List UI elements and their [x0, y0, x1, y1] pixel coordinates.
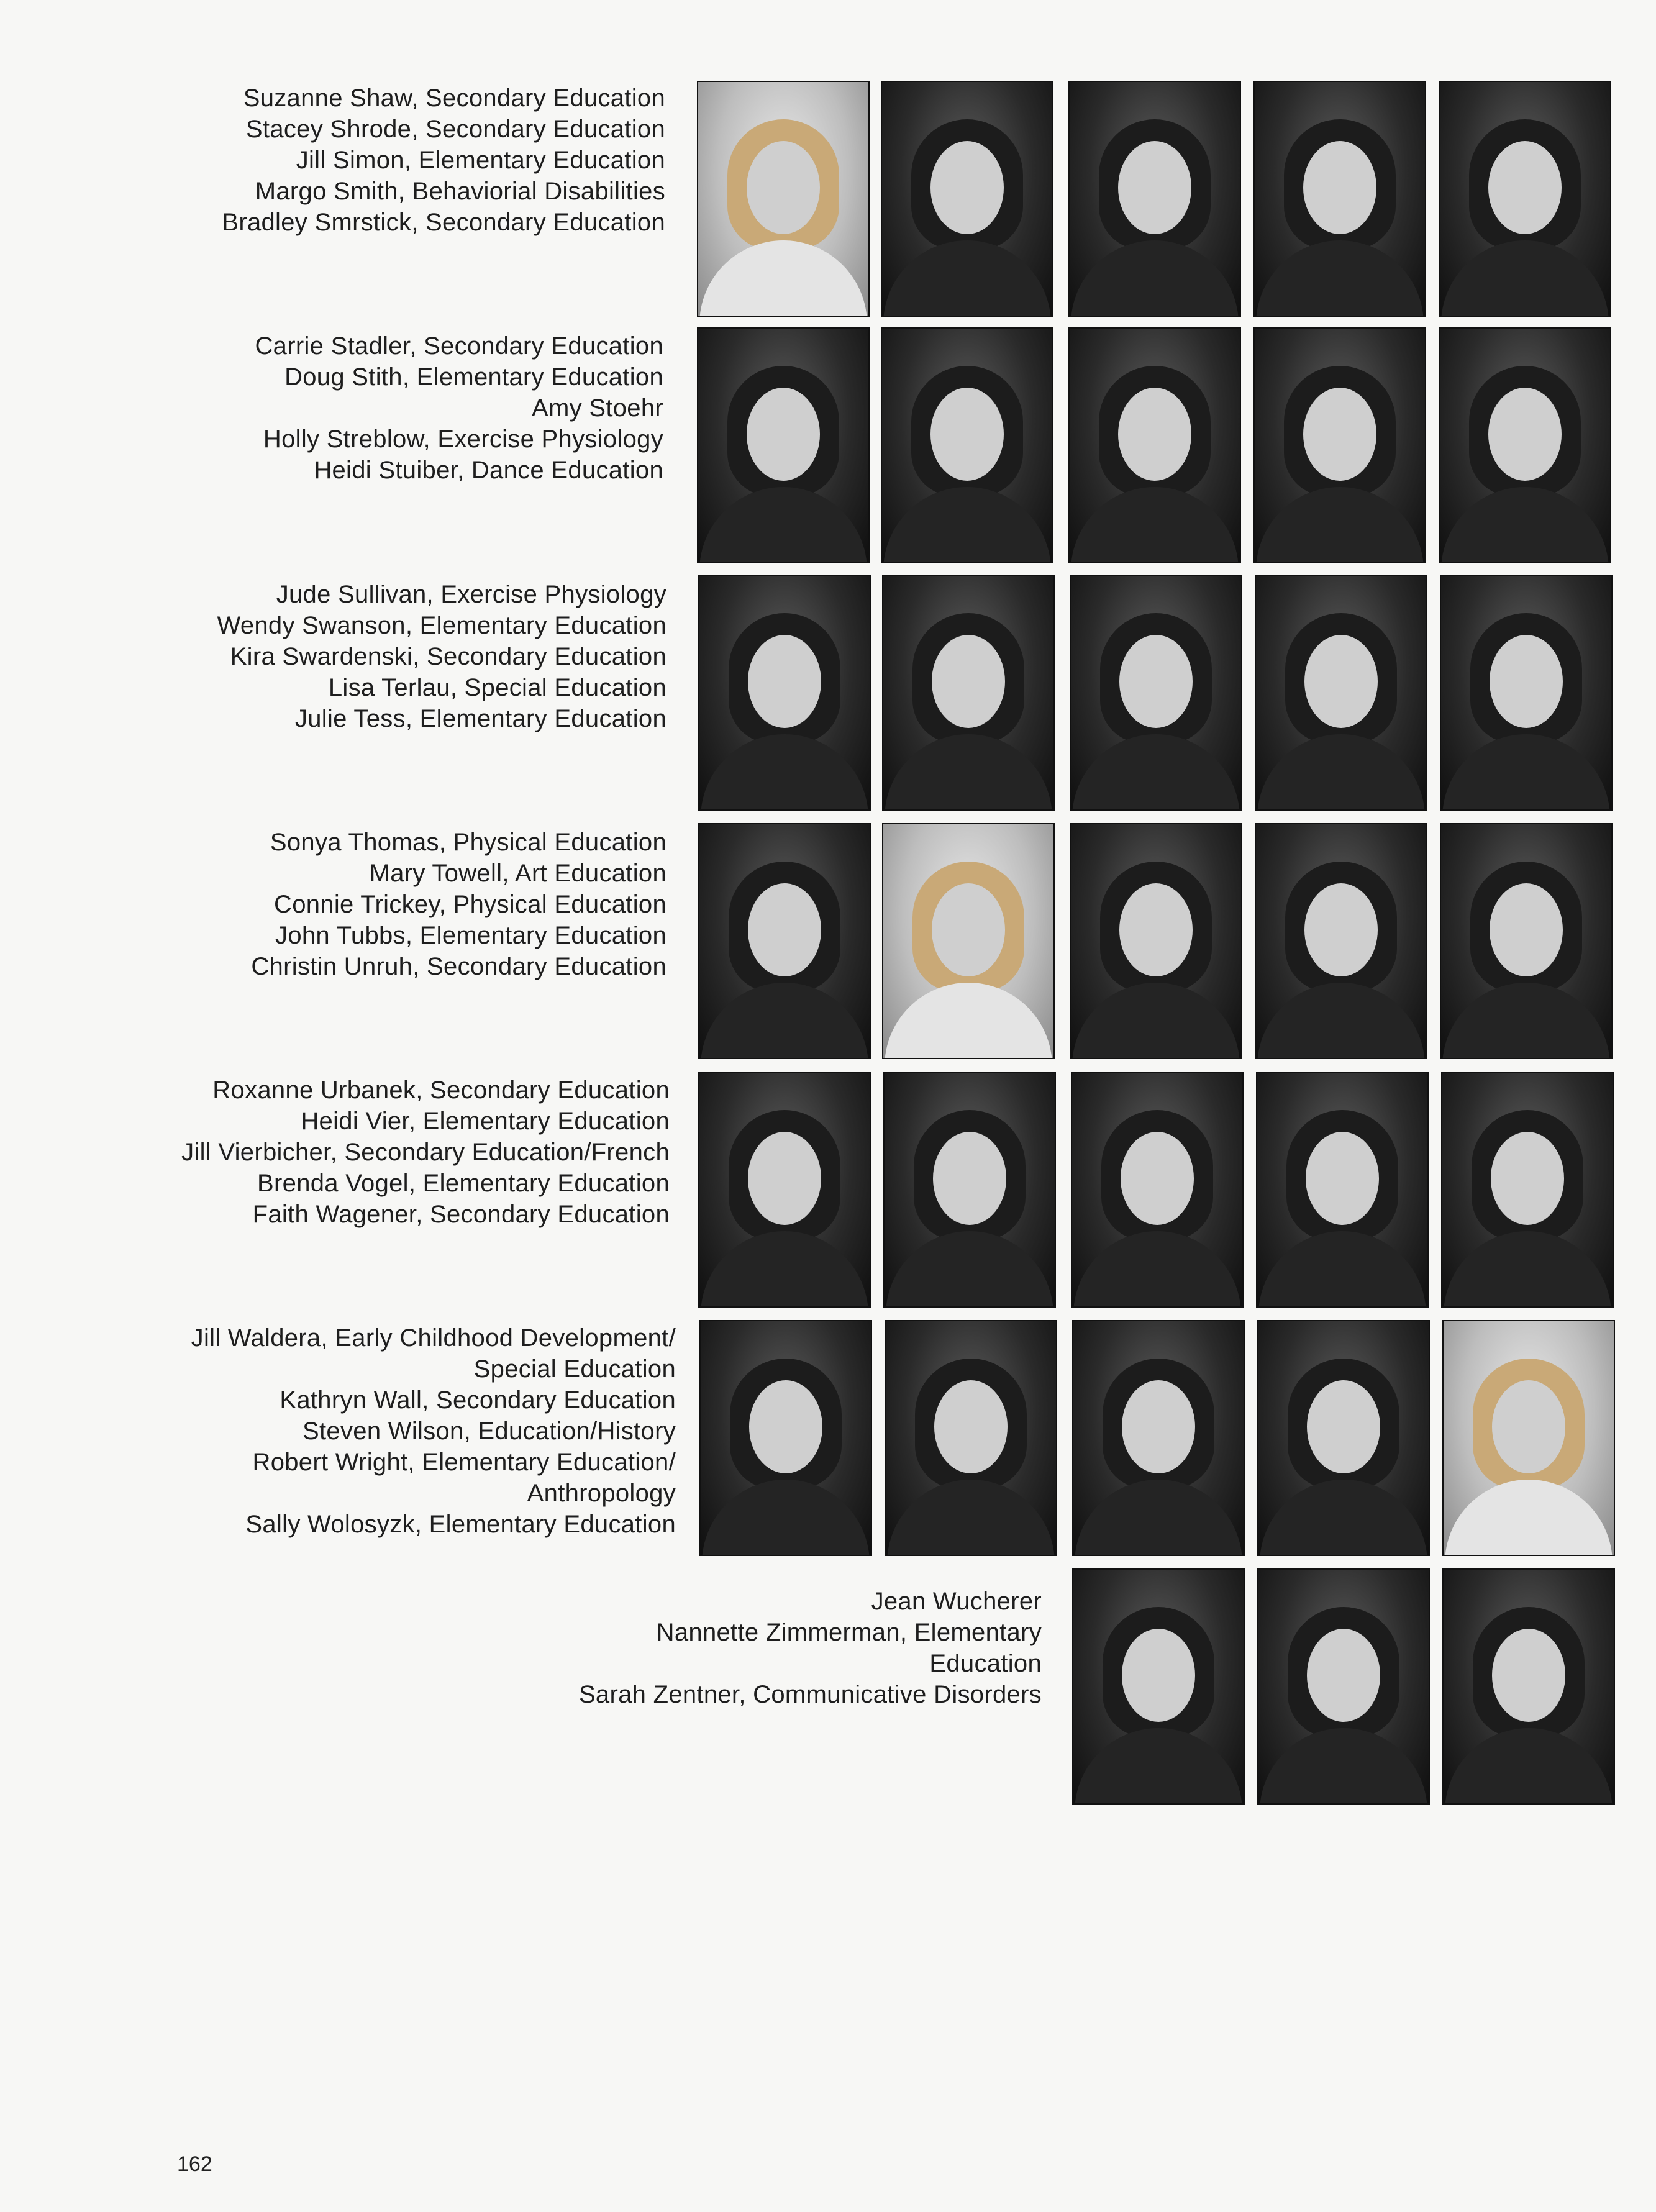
portrait-photo	[1255, 575, 1427, 811]
name-list-row-3	[217, 579, 667, 734]
portrait-photo	[1068, 81, 1241, 317]
caption-line: Robert Wright, Elementary Education/	[252, 1449, 676, 1476]
caption-line: Connie Trickey, Physical Education	[274, 891, 666, 918]
portrait-photo	[883, 1072, 1056, 1308]
portrait-photo	[1255, 823, 1427, 1059]
name-list-row-5	[181, 1075, 670, 1230]
caption-line: Jill Waldera, Early Childhood Development/	[191, 1324, 676, 1352]
portrait-photo	[697, 327, 870, 563]
caption-line: Steven Wilson, Education/History	[303, 1418, 676, 1445]
portrait-photo	[1253, 81, 1426, 317]
name-list-row-6	[191, 1322, 676, 1540]
caption-line: Jill Simon, Elementary Education	[296, 147, 665, 174]
caption-line: Julie Tess, Elementary Education	[294, 705, 666, 732]
caption-line: Jean Wucherer	[871, 1588, 1042, 1615]
caption-line: Amy Stoehr	[532, 394, 663, 422]
portrait-photo	[1439, 327, 1611, 563]
portrait-photo	[1253, 327, 1426, 563]
caption-line: Margo Smith, Behaviorial Disabilities	[255, 178, 665, 205]
name-list-row-7	[579, 1586, 1042, 1710]
portrait-photo	[1072, 1568, 1245, 1805]
portrait-photo	[1440, 823, 1613, 1059]
caption-line: Faith Wagener, Secondary Education	[252, 1201, 670, 1228]
caption-line: Kathryn Wall, Secondary Education	[280, 1386, 676, 1414]
name-list-row-1	[222, 83, 665, 238]
caption-line: Bradley Smrstick, Secondary Education	[222, 209, 665, 236]
portrait-photo	[1070, 823, 1242, 1059]
caption-line: Heidi Stuiber, Dance Education	[314, 457, 663, 484]
portrait-photo	[1439, 81, 1611, 317]
caption-line: Suzanne Shaw, Secondary Education	[243, 84, 665, 112]
caption-line: Jill Vierbicher, Secondary Education/French	[181, 1139, 670, 1166]
caption-line: Anthropology	[527, 1480, 676, 1507]
caption-line: Sarah Zentner, Communicative Disorders	[578, 1681, 1042, 1708]
caption-line: Jude Sullivan, Exercise Physiology	[276, 581, 666, 608]
portrait-photo	[1071, 1072, 1244, 1308]
caption-line: Mary Towell, Art Education	[369, 860, 666, 887]
caption-line: Nannette Zimmerman, Elementary	[656, 1619, 1042, 1646]
caption-line: Roxanne Urbanek, Secondary Education	[212, 1076, 670, 1104]
caption-line: Brenda Vogel, Elementary Education	[257, 1170, 670, 1197]
portrait-photo	[1068, 327, 1241, 563]
portrait-photo	[881, 327, 1053, 563]
portrait-photo	[1257, 1568, 1430, 1805]
portrait-photo	[699, 1320, 872, 1556]
portrait-photo	[882, 575, 1055, 811]
page-number: 162	[177, 2152, 212, 2176]
portrait-photo	[697, 81, 870, 317]
portrait-photo	[698, 575, 871, 811]
caption-line: Doug Stith, Elementary Education	[284, 363, 663, 391]
portrait-photo	[1070, 575, 1242, 811]
caption-line: Sally Wolosyzk, Elementary Education	[245, 1511, 676, 1538]
portrait-photo	[1256, 1072, 1429, 1308]
caption-line: Education	[929, 1650, 1042, 1677]
caption-line: Special Education	[473, 1355, 676, 1383]
caption-line: Stacey Shrode, Secondary Education	[245, 116, 665, 143]
portrait-photo	[882, 823, 1055, 1059]
caption-line: Kira Swardenski, Secondary Education	[230, 643, 666, 670]
caption-line: Holly Streblow, Exercise Physiology	[263, 426, 663, 453]
caption-line: Heidi Vier, Elementary Education	[301, 1108, 670, 1135]
caption-line: Sonya Thomas, Physical Education	[270, 829, 666, 856]
name-list-row-4	[251, 827, 666, 982]
caption-line: Wendy Swanson, Elementary Education	[217, 612, 666, 639]
portrait-photo	[698, 823, 871, 1059]
name-list-row-2	[255, 330, 663, 486]
portrait-photo	[1257, 1320, 1430, 1556]
portrait-photo	[885, 1320, 1057, 1556]
portrait-photo	[881, 81, 1053, 317]
portrait-photo	[1441, 1072, 1614, 1308]
portrait-photo	[1442, 1568, 1615, 1805]
caption-line: Christin Unruh, Secondary Education	[251, 953, 666, 980]
portrait-photo	[1442, 1320, 1615, 1556]
portrait-photo	[698, 1072, 871, 1308]
caption-line: Carrie Stadler, Secondary Education	[255, 332, 663, 360]
caption-line: Lisa Terlau, Special Education	[328, 674, 666, 701]
portrait-photo	[1072, 1320, 1245, 1556]
caption-line: John Tubbs, Elementary Education	[275, 922, 666, 949]
portrait-photo	[1440, 575, 1613, 811]
